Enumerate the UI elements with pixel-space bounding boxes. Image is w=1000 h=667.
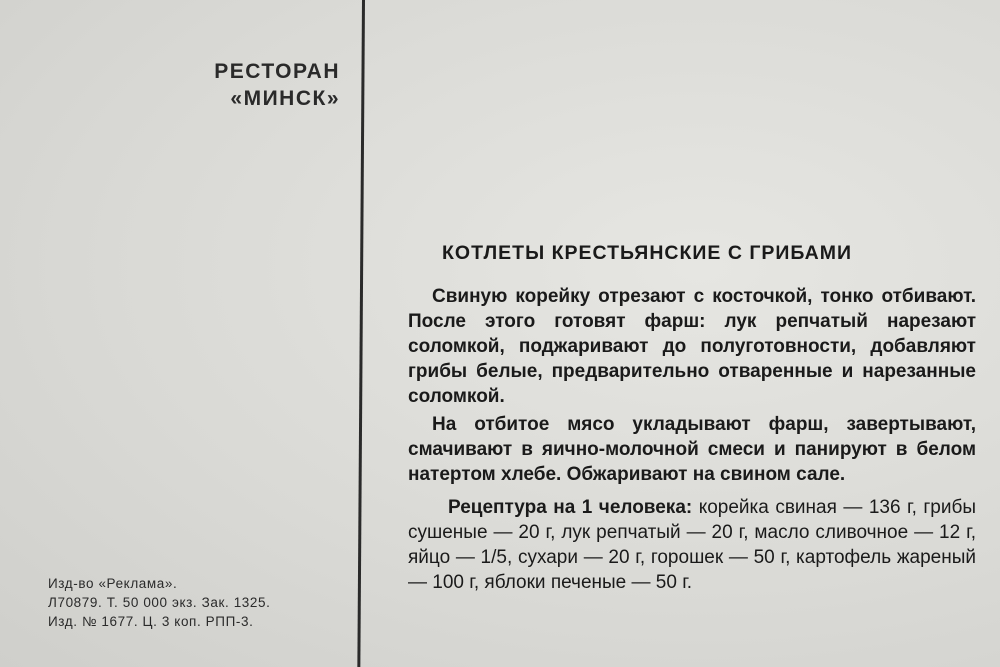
imprint-line-price: Изд. № 1677. Ц. 3 коп. РПП-3. — [48, 614, 254, 629]
restaurant-label: РЕСТОРАН — [214, 60, 340, 83]
vertical-divider — [357, 0, 365, 667]
restaurant-title: «МИНСК» — [230, 87, 340, 110]
recipe-paragraph-cooking: На отбитое мясо укладывают фарш, завертывают, смачивают в яично-молочной смеси и панируют в белом натертом хлебе. Обжаривают на свином сале. — [408, 414, 976, 485]
imprint-line-publisher: Изд-во «Реклама». — [48, 576, 178, 591]
recipe-ingredients — [408, 495, 976, 595]
restaurant-name — [200, 58, 340, 112]
imprint-line-print-run: Л70879. Т. 50 000 экз. Зак. 1325. — [48, 595, 271, 610]
recipe-block — [408, 240, 976, 595]
recipe-paragraph-preparation: Свиную корейку отрезают с косточкой, тонко отбивают. После этого готовят фарш: лук репчатый нарезают соломкой, поджаривают до полуготовности, добавляют грибы белые, предварительно отваренные и нарезанные соломкой. — [408, 286, 976, 407]
ingredients-lead: Рецептура на 1 человека: — [448, 497, 693, 518]
publisher-imprint — [48, 574, 348, 631]
recipe-title: КОТЛЕТЫ КРЕСТЬЯНСКИЕ С ГРИБАМИ — [442, 242, 853, 264]
recipe-body — [408, 284, 976, 487]
ingredients-list: корейка свиная — 136 г, грибы сушеные — 20 г, лук репчатый — 20 г, масло сливочное — 12 г, яйцо — 1/5, сухари — 20 г, горошек — 50 г, картофель жареный — 100 г, яблоки печеные — 50 г. — [408, 497, 977, 593]
